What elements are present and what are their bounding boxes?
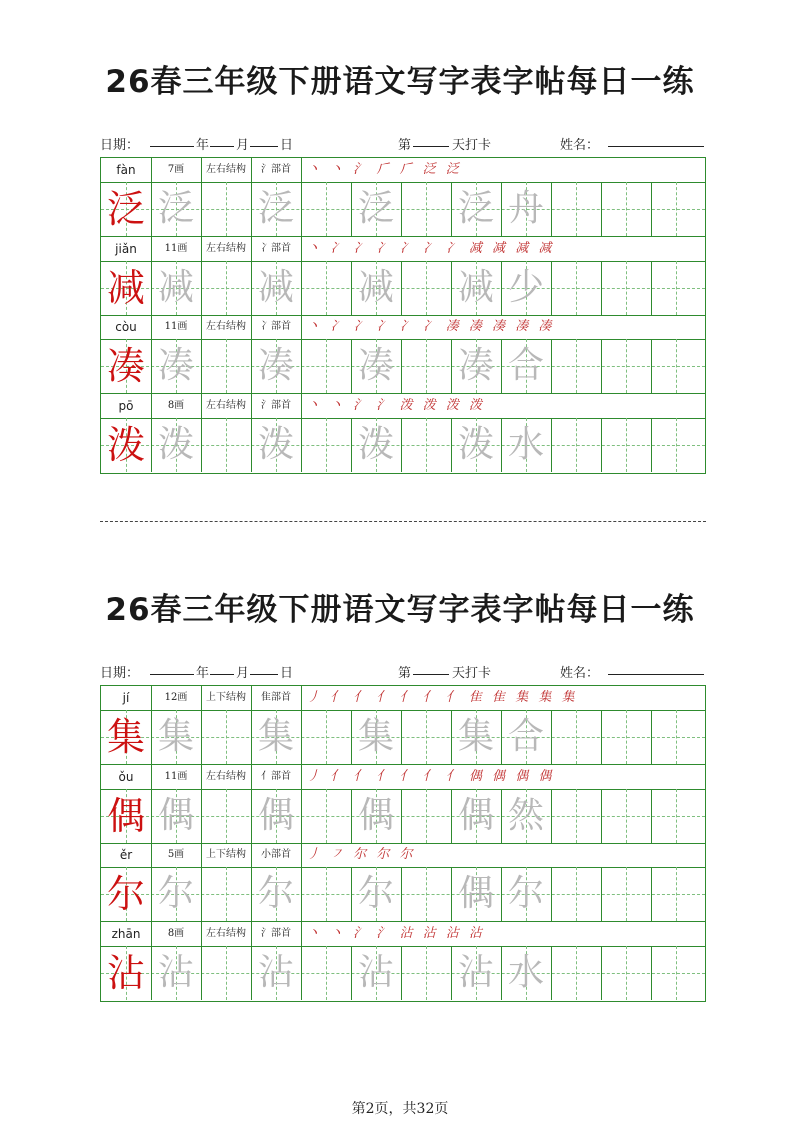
stroke-order: 丶 冫 冫 冫 冫 冫 冫 减 减 减 减 — [307, 240, 555, 256]
trace-character: 尔 — [157, 873, 194, 914]
practice-box[interactable] — [201, 946, 251, 1000]
practice-box[interactable] — [201, 418, 251, 472]
trace-character: 合 — [507, 716, 544, 757]
char-writing-row — [101, 182, 705, 237]
writing-grid — [100, 685, 706, 1002]
grid-line — [301, 765, 302, 789]
day-suffix: 天打卡 — [452, 666, 492, 681]
structure-cell: 上下结构 — [206, 849, 246, 860]
pinyin-cell: ěr — [119, 848, 133, 862]
structure-cell: 左右结构 — [206, 242, 246, 254]
radical-cell: 冫部首 — [261, 321, 291, 332]
trace-character: 凑 — [457, 345, 494, 386]
guide-line — [676, 946, 677, 1000]
trace-character: 偶 — [357, 794, 394, 836]
trace-character: 沾 — [257, 951, 294, 993]
practice-box[interactable] — [601, 339, 651, 393]
char-info-row — [101, 158, 705, 183]
sheet-title: 26春三年级下册语文写字表字帖每日一练 — [105, 592, 695, 628]
practice-box[interactable] — [301, 710, 351, 764]
guide-line — [676, 418, 677, 472]
model-character: 泛 — [106, 187, 145, 231]
practice-box[interactable] — [201, 339, 251, 393]
stroke-order: 丶 丶 氵 𠂆 𠂆 泛 泛 — [307, 162, 462, 177]
page-footer: 第2页，共32页 — [351, 1101, 449, 1117]
stroke-count-cell: 7画 — [167, 164, 185, 175]
guide-line — [676, 710, 677, 764]
grid-line — [651, 946, 652, 1000]
page-divider — [100, 521, 706, 522]
practice-box[interactable] — [551, 182, 601, 236]
name-label: 姓名： — [560, 666, 600, 681]
trace-character: 泛 — [257, 188, 294, 229]
grid-line — [651, 261, 652, 315]
day-suffix: 天打卡 — [452, 138, 492, 153]
guide-line — [676, 261, 677, 315]
trace-character: 泼 — [357, 423, 394, 465]
stroke-count-cell: 12画 — [164, 692, 188, 703]
practice-box[interactable] — [551, 261, 601, 315]
grid-line — [301, 394, 302, 418]
trace-character: 偶 — [457, 873, 494, 914]
trace-character: 偶 — [257, 794, 294, 836]
practice-box[interactable] — [601, 946, 651, 1000]
grid-line — [651, 867, 652, 921]
trace-character: 偶 — [157, 794, 194, 836]
trace-character: 尔 — [507, 873, 544, 914]
practice-box[interactable] — [301, 261, 351, 315]
structure-cell: 左右结构 — [206, 399, 246, 411]
practice-box[interactable] — [601, 418, 651, 472]
pinyin-cell: pō — [118, 398, 134, 413]
practice-box[interactable] — [201, 867, 251, 921]
practice-box[interactable] — [401, 710, 451, 764]
grid-line — [301, 158, 302, 182]
char-info-row — [101, 315, 705, 340]
day-label: 日 — [280, 138, 294, 153]
trace-character: 偶 — [457, 794, 494, 836]
stroke-order: 丶 冫 冫 冫 冫 冫 凑 凑 凑 凑 凑 — [307, 319, 555, 334]
grid-line — [651, 182, 652, 236]
trace-character: 减 — [457, 266, 494, 308]
trace-character: 集 — [457, 716, 494, 757]
grid-line — [301, 315, 302, 339]
practice-box[interactable] — [301, 789, 351, 843]
trace-character: 少 — [507, 266, 544, 308]
trace-character: 泼 — [457, 423, 494, 465]
char-info-row — [101, 765, 705, 790]
guide-line — [676, 339, 677, 393]
radical-cell: 氵部首 — [261, 927, 291, 939]
trace-character: 水 — [507, 423, 544, 465]
practice-box[interactable] — [301, 339, 351, 393]
practice-box[interactable] — [551, 339, 601, 393]
pinyin-cell: ǒu — [118, 769, 134, 784]
char-writing-row — [101, 261, 705, 316]
info-line — [100, 134, 706, 154]
trace-character: 水 — [507, 951, 544, 993]
radical-cell: 氵部首 — [261, 164, 291, 175]
month-label: 月 — [236, 666, 250, 681]
grid-line — [301, 843, 302, 867]
trace-character: 泼 — [257, 423, 294, 465]
guide-line — [676, 867, 677, 921]
practice-box[interactable] — [601, 710, 651, 764]
stroke-order: 丿 亻 亻 亻 亻 亻 亻 隹 隹 集 集 集 — [307, 690, 578, 705]
trace-character: 舟 — [507, 188, 544, 229]
model-character: 尔 — [106, 872, 145, 916]
trace-character: 泛 — [357, 188, 394, 229]
practice-box[interactable] — [601, 789, 651, 843]
stroke-count-cell: 11画 — [164, 242, 188, 254]
stroke-count-cell: 8画 — [167, 927, 185, 939]
practice-box[interactable] — [201, 182, 251, 236]
radical-cell: 小部首 — [261, 849, 291, 860]
trace-character: 尔 — [357, 873, 394, 914]
month-label: 月 — [236, 138, 250, 153]
structure-cell: 左右结构 — [206, 927, 246, 939]
practice-box[interactable] — [401, 182, 451, 236]
practice-box[interactable] — [601, 182, 651, 236]
model-character: 偶 — [106, 793, 145, 838]
trace-character: 凑 — [357, 345, 394, 386]
writing-grid — [100, 157, 706, 474]
pinyin-cell: jí — [122, 691, 130, 705]
radical-cell: 隹部首 — [261, 692, 291, 703]
trace-character: 凑 — [257, 345, 294, 386]
name-label: 姓名： — [560, 138, 600, 153]
trace-character: 集 — [357, 716, 394, 757]
practice-box[interactable] — [401, 946, 451, 1000]
model-character: 沾 — [106, 950, 145, 995]
trace-character: 集 — [257, 716, 294, 757]
trace-character: 泛 — [157, 188, 194, 229]
stroke-order: 丶 丶 氵 氵 沾 沾 沾 沾 — [307, 925, 485, 941]
trace-character: 泛 — [457, 188, 494, 229]
char-writing-row — [101, 946, 705, 1000]
trace-character: 沾 — [357, 951, 394, 993]
trace-character: 凑 — [157, 345, 194, 386]
structure-cell: 左右结构 — [206, 321, 246, 332]
trace-character: 减 — [357, 266, 394, 308]
grid-line — [651, 710, 652, 764]
trace-character: 泼 — [157, 423, 194, 465]
structure-cell: 左右结构 — [206, 770, 246, 782]
practice-box[interactable] — [551, 867, 601, 921]
practice-box[interactable] — [401, 867, 451, 921]
practice-box[interactable] — [301, 182, 351, 236]
trace-character: 集 — [157, 716, 194, 757]
practice-box[interactable] — [401, 339, 451, 393]
trace-character: 减 — [157, 266, 194, 308]
structure-cell: 上下结构 — [206, 692, 246, 703]
stroke-order: 丿 ㇇ 尔 尔 尔 — [307, 847, 416, 862]
practice-box[interactable] — [201, 789, 251, 843]
char-info-row — [101, 394, 705, 419]
char-writing-row — [101, 339, 705, 394]
day-label: 日 — [280, 666, 294, 681]
date-label: 日期： — [100, 666, 140, 681]
char-writing-row — [101, 418, 705, 472]
char-writing-row — [101, 867, 705, 922]
year-label: 年 — [196, 138, 210, 153]
day-prefix: 第 — [398, 138, 412, 153]
guide-line — [676, 182, 677, 236]
radical-cell: 亻部首 — [261, 770, 291, 782]
day-prefix: 第 — [398, 666, 412, 681]
trace-character: 沾 — [457, 951, 494, 993]
practice-box[interactable] — [301, 867, 351, 921]
practice-box[interactable] — [601, 867, 651, 921]
stroke-count-cell: 5画 — [167, 849, 185, 860]
trace-character: 沾 — [157, 951, 194, 993]
grid-line — [651, 339, 652, 393]
grid-line — [651, 418, 652, 472]
grid-line — [301, 686, 302, 710]
practice-box[interactable] — [401, 261, 451, 315]
grid-line — [301, 922, 302, 946]
model-character: 泼 — [106, 422, 145, 467]
radical-cell: 氵部首 — [261, 399, 291, 411]
radical-cell: 冫部首 — [261, 242, 291, 254]
practice-box[interactable] — [201, 710, 251, 764]
sheet-title: 26春三年级下册语文写字表字帖每日一练 — [105, 64, 695, 100]
model-character: 减 — [106, 265, 145, 310]
practice-box[interactable] — [551, 946, 601, 1000]
model-character: 集 — [106, 715, 145, 759]
grid-line — [651, 789, 652, 843]
trace-character: 减 — [257, 266, 294, 308]
practice-box[interactable] — [201, 261, 251, 315]
practice-box[interactable] — [401, 789, 451, 843]
year-label: 年 — [196, 666, 210, 681]
grid-line — [301, 237, 302, 261]
structure-cell: 左右结构 — [206, 164, 246, 175]
practice-box[interactable] — [601, 261, 651, 315]
char-info-row — [101, 922, 705, 947]
pinyin-cell: fàn — [116, 163, 136, 177]
trace-character: 然 — [507, 794, 544, 836]
pinyin-cell: zhān — [111, 926, 141, 941]
trace-character: 尔 — [257, 873, 294, 914]
char-writing-row — [101, 710, 705, 765]
practice-box[interactable] — [551, 418, 601, 472]
char-info-row — [101, 686, 705, 711]
practice-box[interactable] — [551, 789, 601, 843]
practice-box[interactable] — [401, 418, 451, 472]
pinyin-cell: còu — [115, 320, 137, 334]
char-writing-row — [101, 789, 705, 844]
char-info-row — [101, 843, 705, 868]
practice-box[interactable] — [301, 418, 351, 472]
date-label: 日期： — [100, 138, 140, 153]
trace-character: 合 — [507, 345, 544, 386]
model-character: 凑 — [106, 344, 145, 388]
stroke-count-cell: 11画 — [164, 321, 188, 332]
stroke-order: 丶 丶 氵 氵 泼 泼 泼 泼 — [307, 397, 485, 413]
char-info-row — [101, 237, 705, 262]
info-line — [100, 662, 706, 682]
practice-box[interactable] — [301, 946, 351, 1000]
stroke-order: 丿 亻 亻 亻 亻 亻 亻 偶 偶 偶 偶 — [307, 768, 555, 784]
pinyin-cell: jiǎn — [115, 241, 137, 256]
practice-box[interactable] — [551, 710, 601, 764]
stroke-count-cell: 8画 — [167, 399, 185, 411]
guide-line — [676, 789, 677, 843]
stroke-count-cell: 11画 — [164, 770, 188, 782]
